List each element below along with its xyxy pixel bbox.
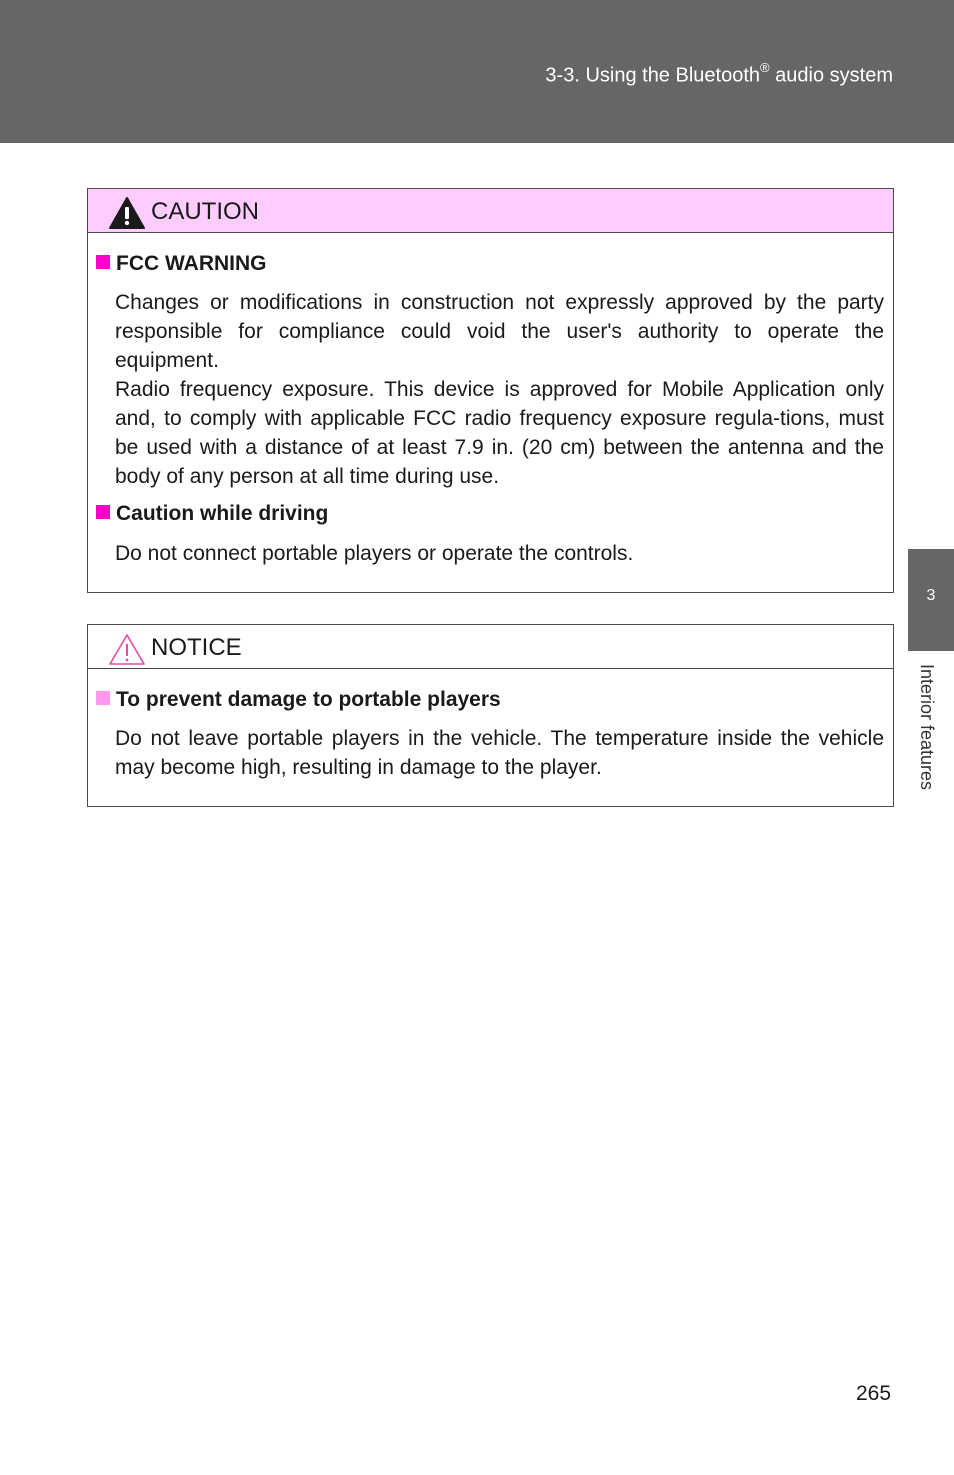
prevent-damage-heading	[96, 687, 501, 713]
section-title-suffix: audio system	[769, 64, 893, 87]
fcc-warning-heading-text: FCC WARNING	[116, 252, 267, 275]
prevent-damage-heading-text: To prevent damage to portable players	[116, 688, 501, 711]
section-title	[545, 58, 893, 88]
bullet-square-icon	[96, 255, 110, 269]
prevent-damage-paragraph: Do not leave portable players in the vehicle. The temperature inside the vehicle may become high, resulting in damage to the player.	[115, 727, 884, 779]
section-title-prefix: 3-3. Using the Bluetooth	[545, 64, 761, 87]
header-band	[0, 0, 954, 143]
caution-driving-heading-text: Caution while driving	[116, 502, 329, 525]
warning-triangle-filled-icon	[108, 196, 146, 230]
notice-box	[87, 624, 894, 807]
registered-mark: ®	[760, 60, 770, 75]
bullet-square-icon	[96, 505, 110, 519]
caution-header	[88, 189, 893, 233]
fcc-warning-heading	[96, 251, 267, 277]
warning-triangle-outline-icon	[108, 632, 146, 666]
rf-exposure-paragraph: Radio frequency exposure. This device is approved for Mobile Application only and, to comply with applicable FCC radio frequency exposure regula-tions, must be used with a distance of at least 7.9 in. (20 cm) between the antenna and the body of any person at all time during use.	[115, 378, 884, 488]
fcc-warning-paragraph: Changes or modifications in construction not expressly approved by the party responsible for compliance could void the user's authority to operate the equipment.	[115, 291, 884, 372]
caution-driving-heading	[96, 501, 328, 527]
caution-box	[87, 188, 894, 593]
page-number: 265	[856, 1382, 892, 1405]
caution-driving-paragraph: Do not connect portable players or operate the controls.	[115, 542, 634, 565]
notice-header	[88, 625, 893, 669]
bullet-square-icon	[96, 691, 110, 705]
caution-label: CAUTION	[151, 198, 259, 225]
notice-label: NOTICE	[151, 634, 242, 661]
chapter-label: Interior features	[917, 664, 937, 791]
chapter-number: 3	[926, 587, 936, 604]
chapter-tab[interactable]	[908, 549, 954, 651]
